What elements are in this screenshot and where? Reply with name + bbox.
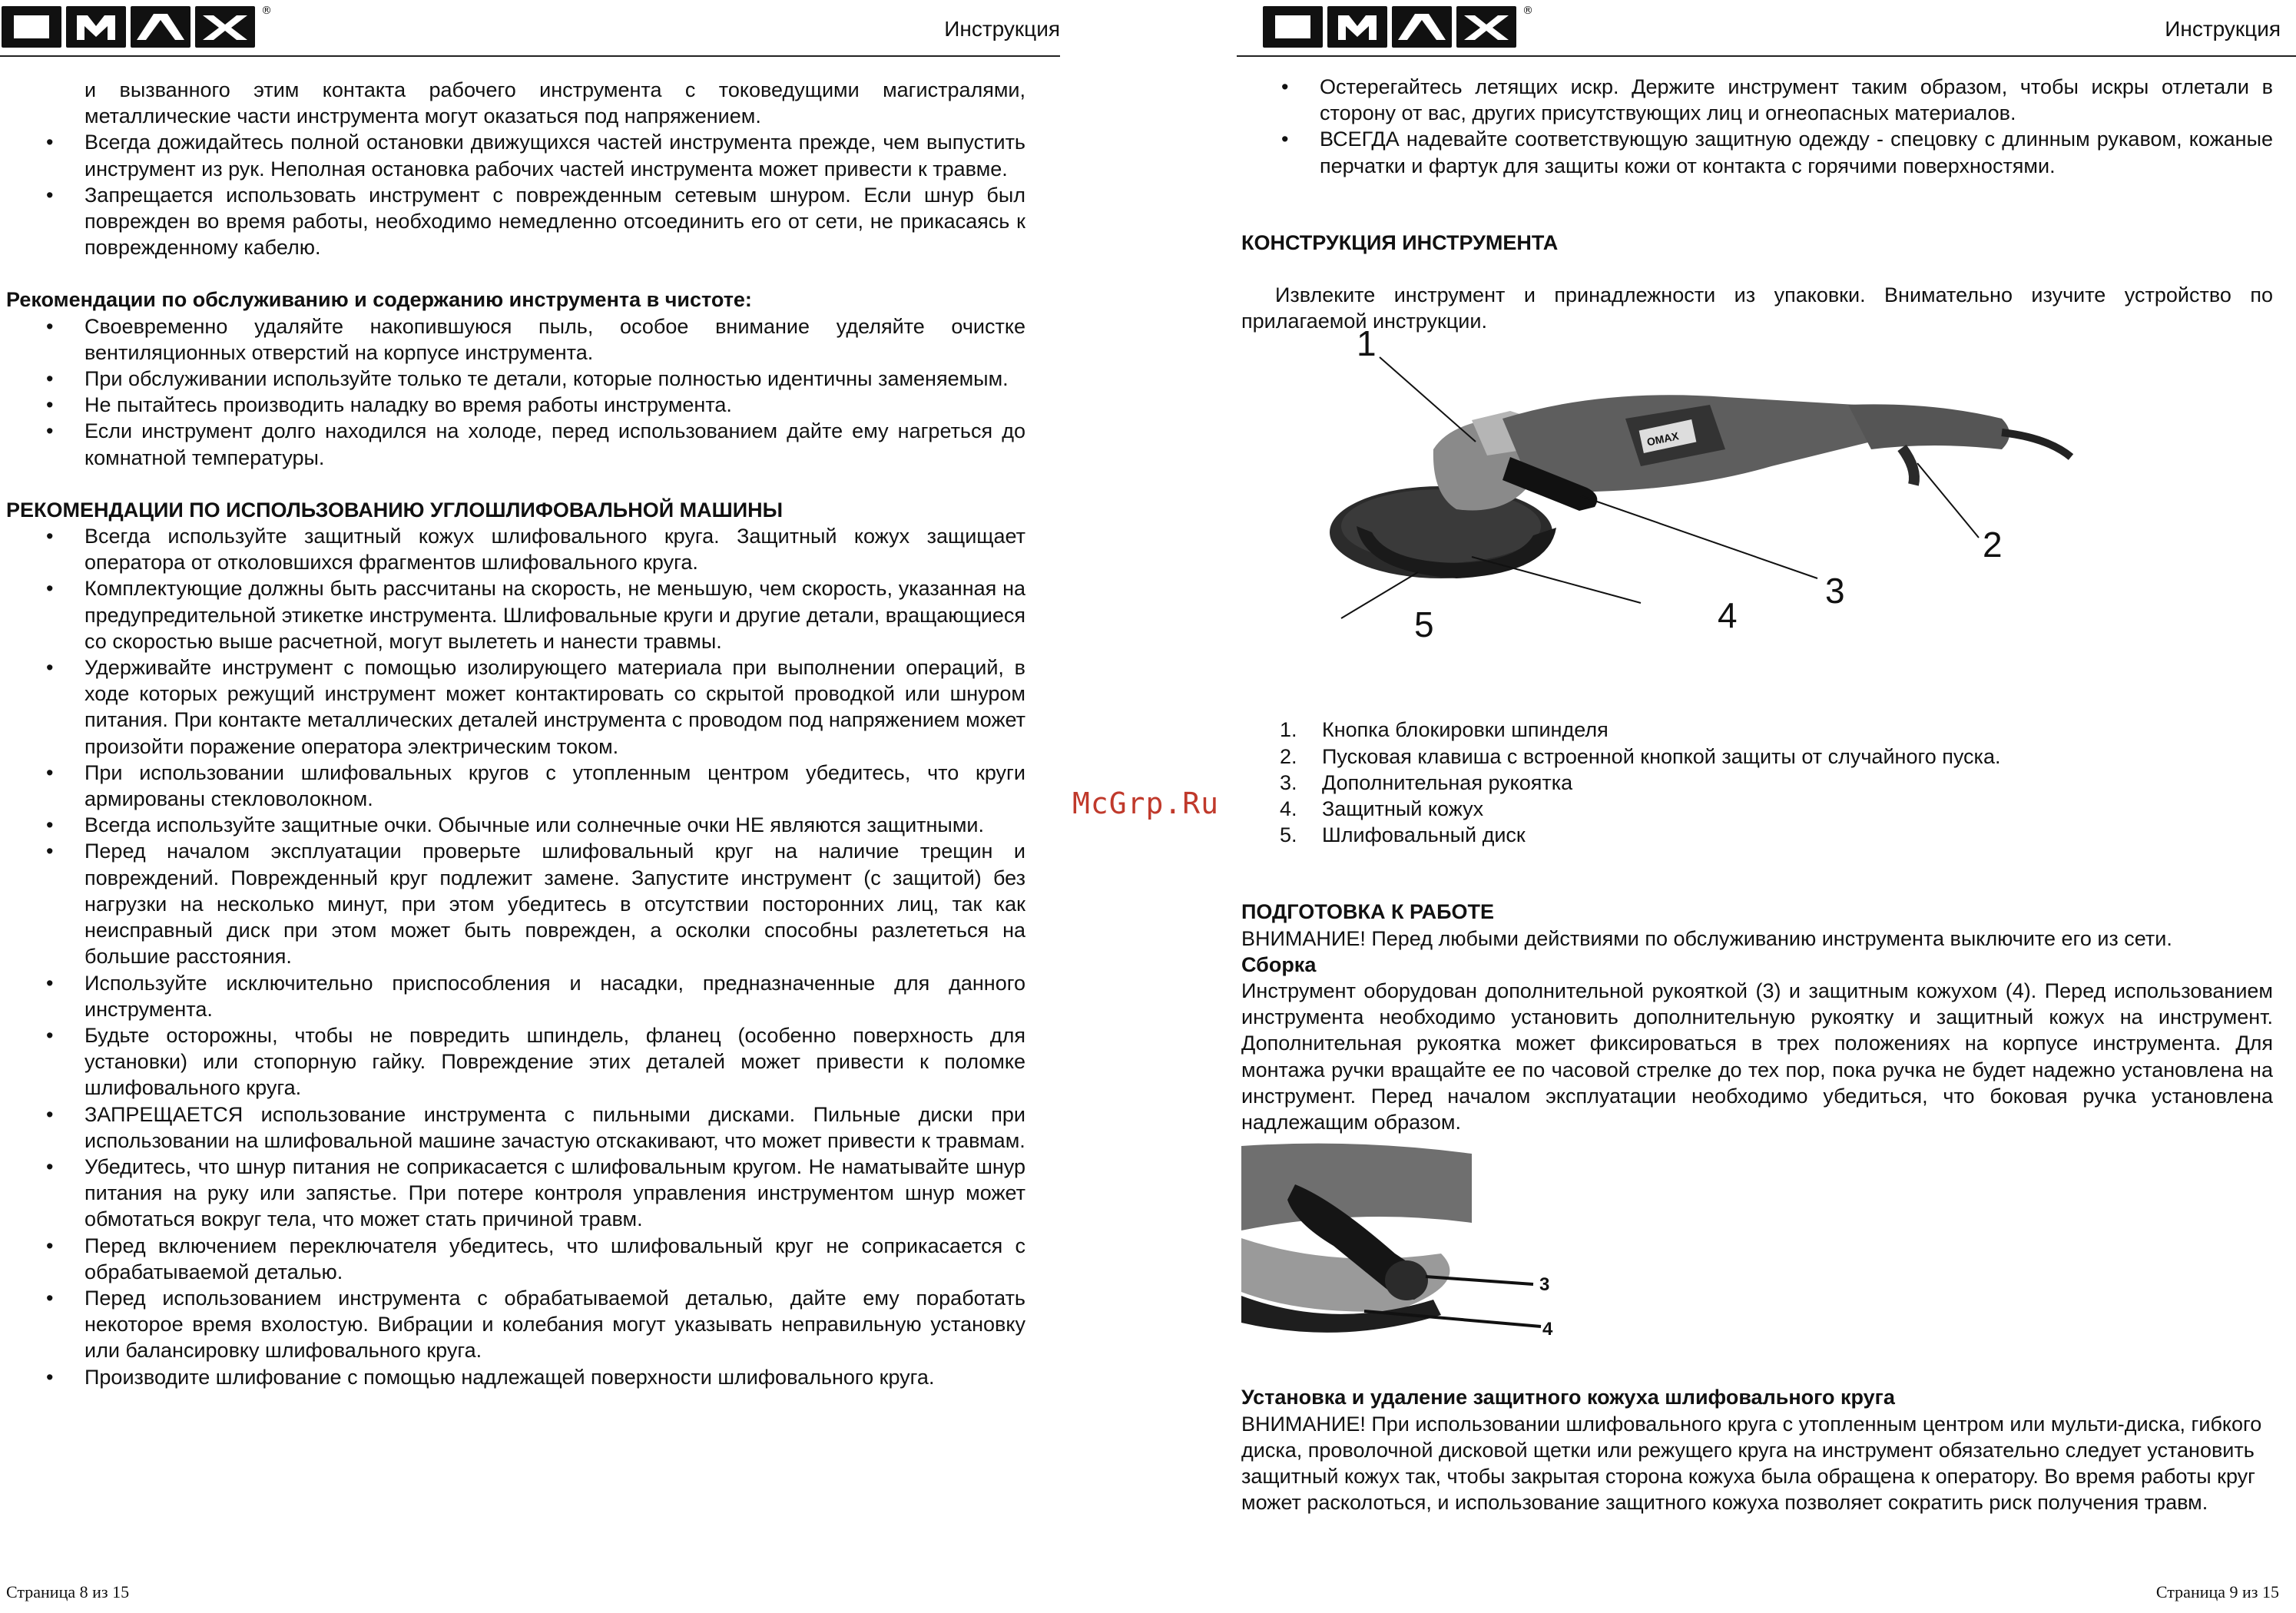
bullet-icon: • [46,367,54,391]
maintenance-list [6,313,1025,471]
bullet-icon: • [46,577,54,601]
item-text: При использовании шлифовальных кругов с утопленным центром убедитесь, что круги армированы стекловолокном. [84,760,1025,811]
list-item [1241,822,2273,848]
item-text: Комплектующие должны быть рассчитаны на скорость, не меньшую, чем скорость, указанная на предупредительной этикетке инструмента. Шлифовальные круги и другие детали, вращающиеся со скоростью выше расчетной, могут вылететь и нанести травмы. [84,577,1025,653]
item-number: 2. [1280,744,1297,768]
list-item [6,392,1025,418]
right-content [1241,74,2273,1515]
item-text: Шлифовальный диск [1322,823,1526,847]
guard-text: ВНИМАНИЕ! При использовании шлифовального круга с утопленным центром или мульти-диска, гибкого диска, проволочной дисковой щетки или режущего круга на инструмент обязательно следует установить защитный кожух так, чтобы закрытая сторона кожуха была обращена к оператору. Во время работы круг может расколоться, и использование защитного кожуха позволяет сократить риск получения травм. [1241,1412,2262,1515]
callout-5: 5 [1414,604,1434,645]
bullet-icon: • [46,419,54,443]
callout-4: 4 [1718,595,1738,636]
list-item [1241,74,2273,126]
header-title: Инструкция [2165,17,2281,41]
page-header [0,0,1060,57]
bullet-icon: • [1281,128,1289,151]
bullet-icon: • [46,131,54,154]
item-text: ВСЕГДА надевайте соответствующую защитную одежду - спецовку с длинным рукавом, кожаные перчатки и фартук для защиты кожи от контакта с горячими поверхностями. [1320,128,2273,177]
bullet-icon: • [46,1023,54,1047]
list-item [6,1101,1025,1154]
list-item [6,313,1025,366]
list-item [1241,744,2273,770]
page-right [1237,0,2296,1613]
handle-guard-photo [1241,1138,1564,1340]
callout-1: 1 [1357,323,1377,364]
top-list [1241,74,2273,179]
list-item [6,1022,1025,1101]
list-item [6,1154,1025,1233]
bullet-icon: • [46,1365,54,1389]
guard-title: Установка и удаление защитного кожуха шлифовального круга [1241,1386,1895,1409]
item-number: 3. [1280,770,1297,794]
bullet-icon: • [46,840,54,863]
item-text: Остерегайтесь летящих искр. Держите инструмент таким образом, чтобы искры отлетали в сторону от вас, других присутствующих лиц и огнеопасных материалов. [1320,75,2273,125]
left-content [6,77,1025,1390]
item-text: Дополнительная рукоятка [1322,770,1573,794]
omax-logo [2,2,270,52]
assembly-text: Инструмент оборудован дополнительной рукояткой (3) и защитным кожухом (4). Перед использованием инструмента необходимо установить дополнительную рукоятку и защитный кожух на инструмент. Дополнительная рукоятка может фиксироваться в трех положениях на корпусе инструмента. Для монтажа ручки вращайте ее по часовой стрелке до тех пор, пока ручка не будет надежно установлена на инструмент. Перед началом эксплуатации необходимо убедиться, что боковая ручка установлена надлежащим образом. [1241,979,2273,1134]
item-text: Производите шлифование с помощью надлежащей поверхности шлифовального круга. [84,1365,935,1389]
intro-list [6,129,1025,260]
tool-figure [1241,323,2273,717]
list-item [6,575,1025,654]
registered-mark: ® [1522,5,1533,17]
item-text: ЗАПРЕЩАЕТСЯ использование инструмента с пильными дисками. Пильные диски при использовании на шлифовальной машине зачастую отскакивают, что может привести к травмам. [84,1102,1025,1152]
bullet-icon: • [46,1234,54,1257]
item-number: 4. [1280,797,1297,821]
list-item [6,654,1025,760]
prep-title: ПОДГОТОВКА К РАБОТЕ [1241,900,1495,924]
list-item [6,366,1025,392]
list-item [1241,796,2273,822]
bullet-icon: • [46,1154,54,1178]
page-header [1237,0,2296,57]
bullet-icon: • [46,760,54,784]
bullet-icon: • [46,525,54,548]
tool-label-text: OMAX [1645,429,1680,449]
watermark: McGrp.Ru [1072,787,1220,820]
bullet-icon: • [46,656,54,680]
maintenance-title: Рекомендации по обслуживанию и содержанию инструмента в чистоте: [6,288,752,312]
page-number: Страница 9 из 15 [2155,1582,2279,1601]
item-text: Пусковая клавиша с встроенной кнопкой защиты от случайного пуска. [1322,744,2001,768]
omax-logo [1263,2,1532,52]
list-item [6,1285,1025,1364]
item-text: Перед использованием инструмента с обрабатываемой деталью, дайте ему поработать некоторое время вхолостую. Вибрации и колебания могут указывать неправильную установку или балансировку шлифовального круга. [84,1286,1025,1363]
bullet-icon: • [46,314,54,338]
usage-list [6,523,1025,1390]
list-item [6,970,1025,1022]
header-title: Инструкция [944,17,1060,41]
parts-list [1241,717,2273,848]
list-item [6,523,1025,575]
bullet-icon: • [46,1102,54,1126]
bullet-icon: • [46,971,54,995]
intro-continuation: и вызванного этим контакта рабочего инструмента с токоведущими магистралями, металлические части инструмента могут оказаться под напряжением. [84,78,1025,128]
item-number: 1. [1280,718,1297,742]
bullet-icon: • [46,183,54,207]
item-text: Будьте осторожны, чтобы не повредить шпиндель, фланец (особенно поверхность для установки) или стопорную гайку. Повреждение этих деталей может привести к поломке шлифовального круга. [84,1023,1025,1100]
construction-text: Извлеките инструмент и принадлежности из упаковки. Внимательно изучите устройство по прилагаемой инструкции. [1241,283,2273,333]
list-item [6,838,1025,969]
item-text: Запрещается использовать инструмент с поврежденным сетевым шнуром. Если шнур был поврежден во время работы, необходимо немедленно отсоединить его от сети, не прикасаясь к поврежденному кабелю. [84,183,1025,260]
list-item [6,760,1025,812]
list-item [1241,770,2273,796]
list-item [6,129,1025,181]
trigger-shape [1902,448,1914,485]
power-cord [2002,432,2071,457]
page-number: Страница 8 из 15 [6,1582,130,1601]
list-item [6,182,1025,261]
item-text: Своевременно удаляйте накопившуюся пыль, особое внимание уделяйте очистке вентиляционных отверстий на корпусе инструмента. [84,314,1025,364]
list-item [1241,717,2273,743]
bullet-icon: • [46,1286,54,1310]
photo-label-3: 3 [1539,1274,1550,1296]
bullet-icon: • [46,393,54,417]
item-text: При обслуживании используйте только те детали, которые полностью идентичны заменяемым. [84,367,1009,391]
item-text: Перед включением переключателя убедитесь, что шлифовальный круг не соприкасается с обрабатываемой деталью. [84,1234,1025,1283]
item-text: Кнопка блокировки шпинделя [1322,718,1609,742]
list-item [6,812,1025,838]
photo-label-4: 4 [1542,1319,1553,1340]
assembly-title: Сборка [1241,952,1317,976]
prep-warning: ВНИМАНИЕ! Перед любыми действиями по обслуживанию инструмента выключите его из сети. [1241,926,2172,950]
item-text: Убедитесь, что шнур питания не соприкасается с шлифовальным кругом. Не наматывайте шнур питания на руку или запястье. При потере контроля управления инструментом шнур может обмотаться вокруг тела, что может стать причиной травм. [84,1154,1025,1231]
list-item [6,418,1025,470]
item-text: Всегда используйте защитные очки. Обычные или солнечные очки НЕ являются защитными. [84,813,984,837]
registered-mark: ® [261,5,272,17]
list-item [6,1233,1025,1285]
item-number: 5. [1280,823,1297,847]
item-text: Перед началом эксплуатации проверьте шлифовальный круг на наличие трещин и повреждений. Поврежденный круг подлежит замене. Запустите инструмент (с защитой) без нагрузки на несколько минут, при этом убедитесь в отсутствии посторонних лиц, так как неисправный диск при этом может быть поврежден, а осколки способны разлететься на большие расстояния. [84,840,1025,969]
construction-title: КОНСТРУКЦИЯ ИНСТРУМЕНТА [1241,230,1559,254]
rear-handle-shape [1848,405,2009,450]
angle-grinder-diagram [1241,323,2163,717]
usage-title: РЕКОМЕНДАЦИИ ПО ИСПОЛЬЗОВАНИЮ УГЛОШЛИФОВАЛЬНОЙ МАШИНЫ [6,498,784,522]
item-text: Если инструмент долго находился на холоде, перед использованием дайте ему нагреться до комнатной температуры. [84,419,1025,469]
bullet-icon: • [46,813,54,837]
item-text: Всегда используйте защитный кожух шлифовального круга. Защитный кожух защищает оператора от отколовшихся фрагментов шлифовального круга. [84,525,1025,575]
list-item [6,1364,1025,1390]
list-item [1241,126,2273,178]
item-text: Не пытайтесь производить наладку во время работы инструмента. [84,393,732,417]
callout-2: 2 [1983,525,2003,565]
callout-3: 3 [1825,571,1845,611]
item-text: Защитный кожух [1322,797,1484,821]
item-text: Всегда дожидайтесь полной остановки движущихся частей инструмента прежде, чем выпустить инструмент из рук. Неполная остановка рабочих частей инструмента может привести к травме. [84,131,1025,181]
item-text: Используйте исключительно приспособления и насадки, предназначенные для данного инструмента. [84,971,1025,1021]
page-left [0,0,1060,1613]
item-text: Удерживайте инструмент с помощью изолирующего материала при выполнении операций, в ходе которых режущий инструмент может контактировать со скрытой проводкой или шнуром питания. При контакте металлических деталей инструмента с проводом под напряжением может произойти поражение оператора электрическим током. [84,656,1025,758]
bullet-icon: • [1281,75,1289,98]
